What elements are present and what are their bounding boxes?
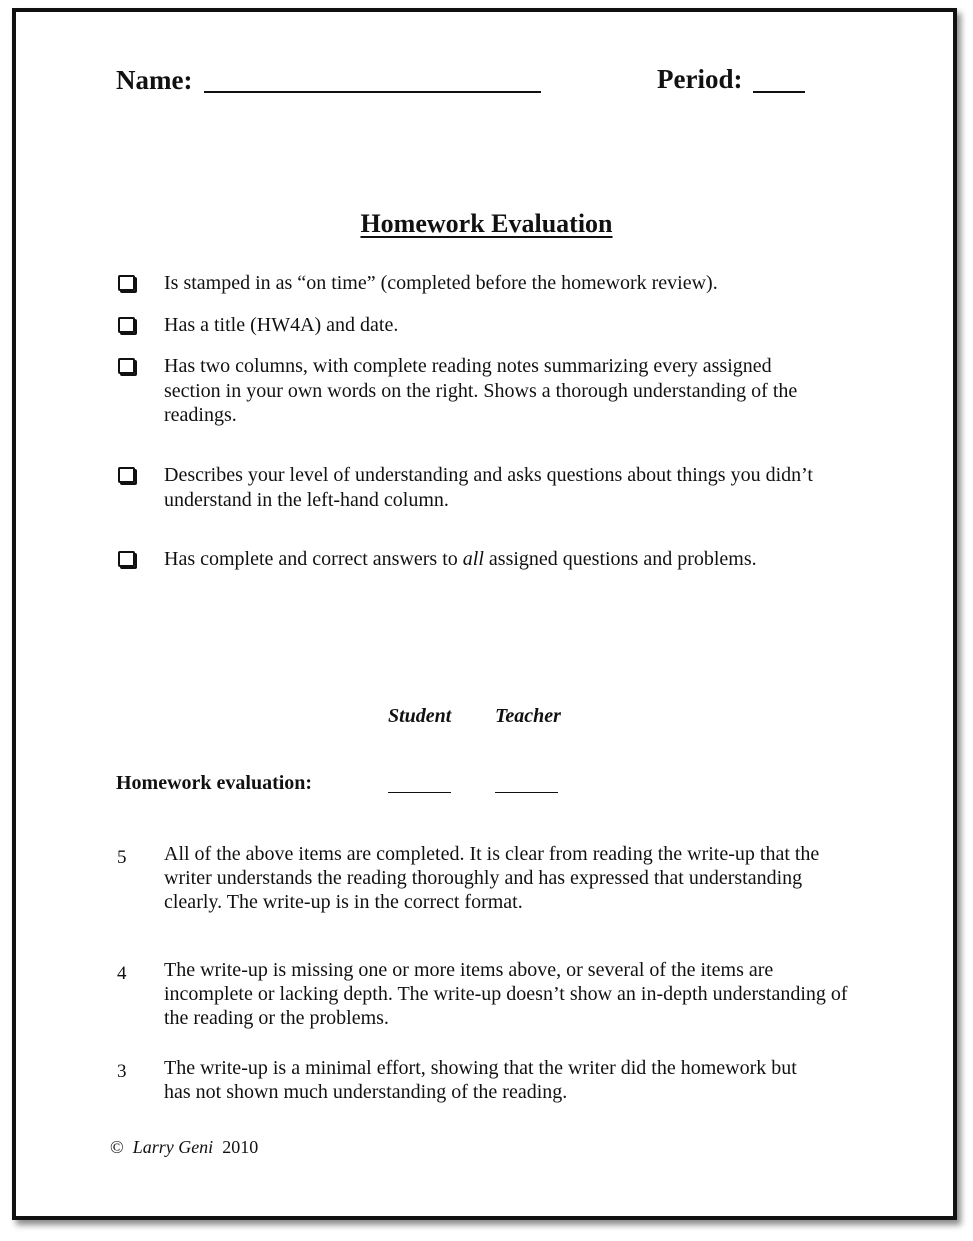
name-label: Name: [116,65,193,95]
evaluation-label: Homework evaluation: [116,772,313,794]
period-label: Period: [657,64,743,94]
copyright-symbol: © [110,1137,124,1157]
checkbox-title-date[interactable] [118,317,135,333]
rubric-description: The write-up is a minimal effort, showing that the writer did the homework but has not shown much understanding of the reading. [164,1057,797,1103]
checklist-item-answers: Has complete and correct answers to all assigned questions and problems. [164,548,757,570]
checkbox-two-columns[interactable] [118,358,135,374]
teacher-score-field[interactable] [495,792,558,793]
name-field[interactable] [204,91,541,93]
period-field[interactable] [753,91,805,93]
rubric-score: 5 [117,847,127,868]
rubric-score: 3 [117,1061,127,1082]
checklist-item-understanding: Describes your level of understanding and asks questions about things you didn’t understand in the left-hand column. [164,464,813,511]
checkbox-understanding[interactable] [118,467,135,483]
checklist-item-two-columns: Has two columns, with complete reading notes summarizing every assigned section in your own words on the right. Shows a thorough understanding of the readings. [164,355,798,426]
student-score-field[interactable] [388,792,451,793]
rubric-score: 4 [117,963,127,984]
checklist-item-on-time: Is stamped in as “on time” (completed before the homework review). [164,272,718,294]
rubric-description: The write-up is missing one or more items above, or several of the items are incomplete or lacking depth. The write-up doesn’t show an in-depth understanding of the reading or the problems. [164,959,848,1029]
copyright-notice [110,1136,258,1158]
document-frame [12,8,957,1220]
copyright-year: 2010 [222,1137,259,1157]
checkbox-on-time[interactable] [118,275,135,291]
student-column-header: Student [388,705,452,727]
teacher-column-header: Teacher [495,705,561,727]
page-title: Homework Evaluation [360,209,613,238]
copyright-author: Larry Geni [132,1137,214,1157]
checklist-item-title-date: Has a title (HW4A) and date. [164,314,399,336]
checkbox-answers[interactable] [118,551,135,567]
rubric-description: All of the above items are completed. It is clear from reading the write-up that the writer understands the reading thoroughly and has expressed that understanding clearly. The write-up is in the correct format. [164,843,820,913]
